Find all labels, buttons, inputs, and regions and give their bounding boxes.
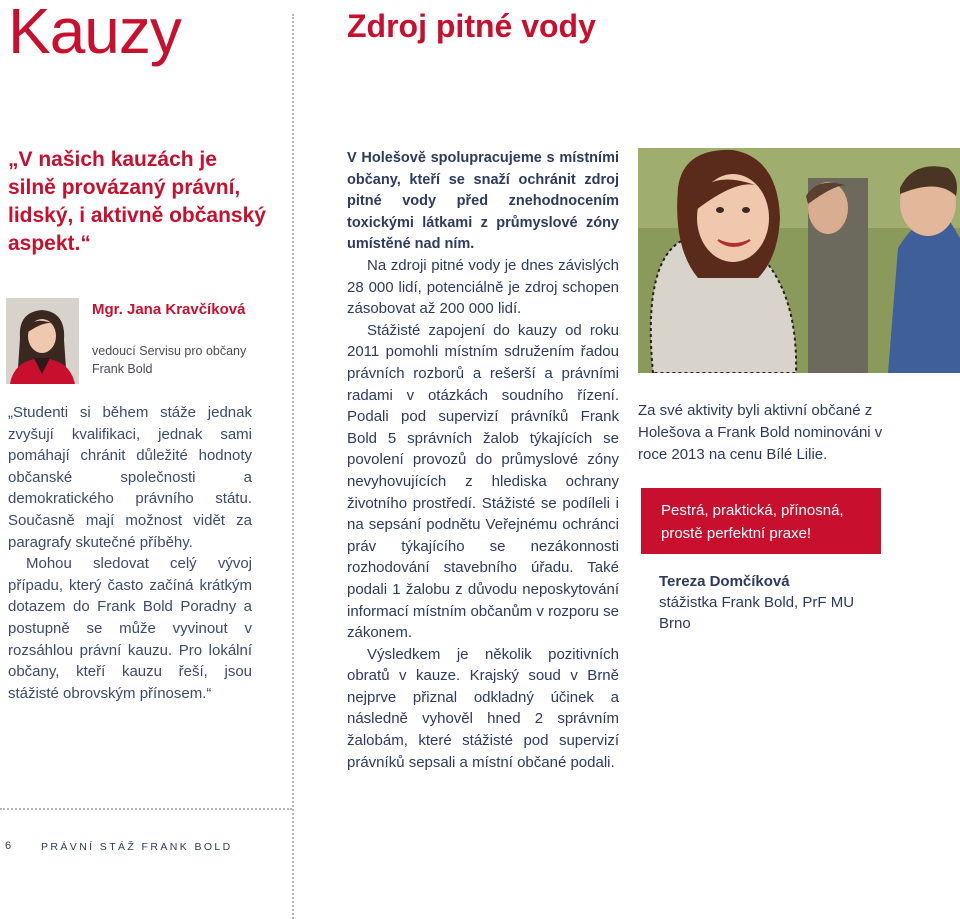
section-title: Kauzy — [8, 0, 181, 67]
article-lead: V Holešově spolupracujeme s místními občany, kteří se snaží ochránit zdroj pitné vody před znehodnocením toxickými látkami z průmyslové zóny umístěné nad ním. — [347, 150, 619, 252]
article-paragraph: Na zdroji pitné vody je dnes závislých 28 000 lidí, potenciálně je zdroj schopen zásobovat až 200 000 lidí. — [347, 257, 619, 318]
testimonial-quote — [8, 402, 252, 704]
testimonial-paragraph: Mohou sledovat celý vývoj případu, který často začíná krátkým dotazem do Frank Bold Poradny a postupně se může vyvinout v rozsáhlou právní kauzu. Pro lokální občany, kteří kauzu řeší, jsou stážisté obrovským přínosem.“ — [8, 555, 252, 702]
author-name: Tereza Domčíková — [659, 573, 790, 590]
person-name: Mgr. Jana Kravčíková — [92, 301, 246, 318]
column-divider — [292, 14, 294, 919]
group-photo — [638, 148, 960, 373]
person-role: vedoucí Servisu pro občany Frank Bold — [92, 344, 247, 376]
article-paragraph: Stážisté zapojení do kauzy od roku 2011 pomohli místním sdružením řadou právních rozborů a rešerší a právními radami v otázkách soudního řízení. Podali pod supervizí právníků Frank Bold 5 správních žalob týkajících se povolení provozů do průmyslové zóny nevyhovujících z hlediska ochrany životního prostředí. Stážisté se podíleli i na sepsání podnětu Veřejnému ochránci práv týkajícího se nezákonnosti rozhodování stavebního úřadu. Také podali 1 žalobu z důvodu neposkytování informací místním občanům v rozporu se zákonem. — [347, 321, 619, 642]
article-paragraph: Výsledkem je několik pozitivních obratů v kauze. Krajský soud v Brně nejprve přiznal odkladný účinek a následně vyhověl hned 2 správním žalobám, které stážisté pod supervizí právníků sepsali a místní občané podali. — [347, 645, 619, 771]
portrait-photo — [6, 298, 79, 384]
testimonial-paragraph: „Studenti si během stáže jednak zvyšují kvalifikaci, jednak sami pomáhají chránit důležité hodnoty občanské společnosti a demokratického právního státu. Současně mají možnost vidět za paragrafy skutečné příběhy. — [8, 404, 252, 551]
footer-divider — [0, 808, 292, 810]
photo-caption: Za své aktivity byli aktivní občané z Holešova a Frank Bold nominováni v roce 2013 na cenu Bílé Lilie. — [638, 402, 883, 463]
highlight-quote-box: Pestrá, praktická, přínosná, prostě perfektní praxe! — [641, 488, 881, 554]
author-role: stážistka Frank Bold, PrF MU Brno — [659, 594, 855, 632]
publication-name: PRÁVNÍ STÁŽ FRANK BOLD — [41, 841, 233, 853]
article-title: Zdroj pitné vody — [347, 8, 596, 44]
article-body — [347, 255, 619, 773]
page-number: 6 — [5, 840, 12, 852]
pull-quote: „V našich kauzách je silně provázaný právní, lidský, i aktivně občanský aspekt.“ — [8, 148, 266, 255]
